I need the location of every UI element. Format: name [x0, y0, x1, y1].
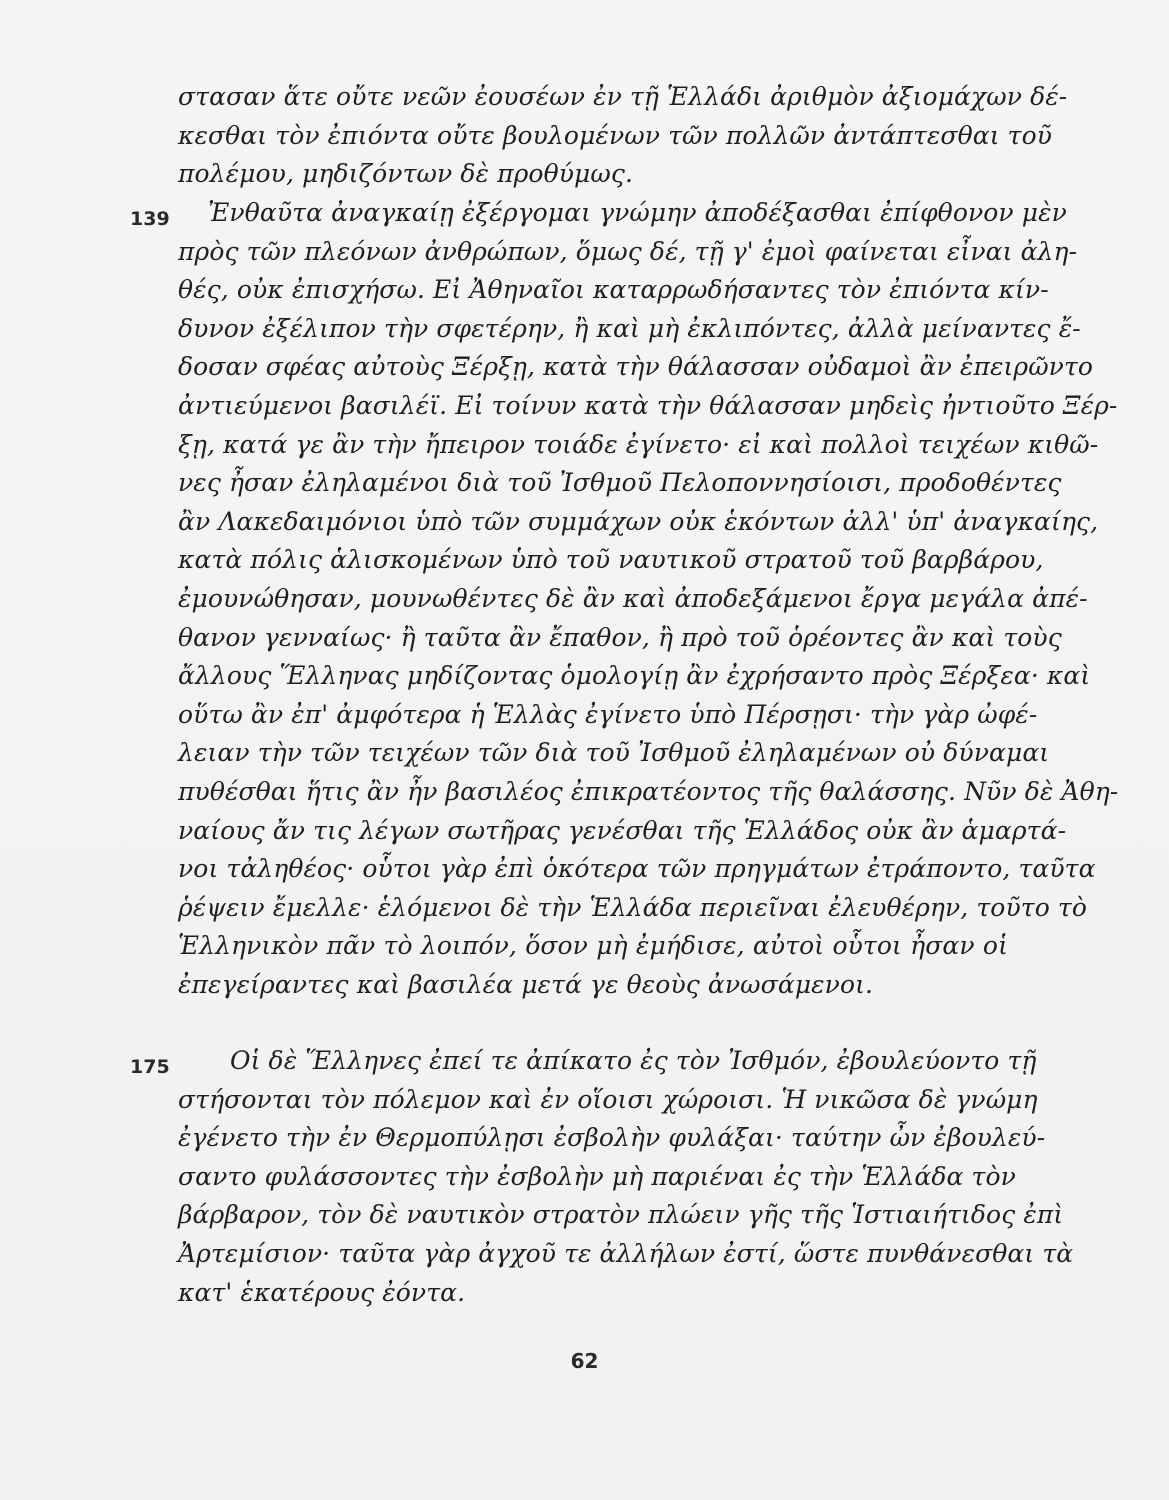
text-line: δοσαν σφέας αὐτοὺς Ξέρξῃ, κατὰ τὴν θάλασσαν οὐδαμοὶ ἂν ἐπειρῶντο	[178, 352, 1094, 382]
text-line: λειαν τὴν τῶν τειχέων τῶν διὰ τοῦ Ἰσθμοῦ ἐληλαμένων οὐ δύναμαι	[178, 738, 1050, 768]
text-line: κατὰ πόλις ἁλισκομένων ὑπὸ τοῦ ναυτικοῦ στρατοῦ τοῦ βαρβάρου,	[178, 545, 1044, 575]
text-line: νες ἦσαν ἐληλαμένοι διὰ τοῦ Ἰσθμοῦ Πελοποννησίοισι, προδοθέντες	[178, 468, 1062, 498]
text-line: κεσθαι τὸν ἐπιόντα οὔτε βουλομένων τῶν πολλῶν ἀντάπτεσθαι τοῦ	[178, 120, 1053, 150]
text-line: Ἐνθαῦτα ἀναγκαίῃ ἐξέργομαι γνώμην ἀποδέξασθαι ἐπίφθονον μὲν	[208, 198, 1067, 227]
text-line: στασαν ἅτε οὔτε νεῶν ἐουσέων ἐν τῇ Ἑλλάδι ἀριθμὸν ἀξιομάχων δέ-	[178, 82, 1068, 111]
text-line: ἐγένετο τὴν ἐν Θερμοπύλῃσι ἐσβολὴν φυλάξαι· ταύτην ὦν ἐβουλεύ-	[178, 1123, 1046, 1153]
text-line: θές, οὐκ ἐπισχήσω. Εἰ Ἀθηναῖοι καταρρωδήσαντες τὸν ἐπιόντα κίν-	[178, 275, 1049, 305]
text-line: σαντο φυλάσσοντες τὴν ἐσβολὴν μὴ παριέναι ἐς τὴν Ἑλλάδα τὸν	[178, 1161, 1016, 1191]
paragraph-175	[178, 1042, 1074, 1312]
text-line: Ἑλληνικὸν πᾶν τὸ λοιπόν, ὅσον μὴ ἐμήδισε, αὐτοὶ οὗτοι ἦσαν οἱ	[178, 931, 1008, 961]
text-line: θανον γενναίως· ἢ ταῦτα ἂν ἔπαθον, ἢ πρὸ τοῦ ὁρέοντες ἂν καὶ τοὺς	[178, 622, 1062, 652]
text-line: ἐμουνώθησαν, μουνωθέντες δὲ ἂν καὶ ἀποδεξάμενοι ἔργα μεγάλα ἀπέ-	[178, 583, 1088, 613]
text-line: ξῃ, κατά γε ἂν τὴν ἤπειρον τοιάδε ἐγίνετο· εἰ καὶ πολλοὶ τειχέων κιθῶ-	[178, 429, 1099, 459]
text-line: βάρβαρον, τὸν δὲ ναυτικὸν στρατὸν πλώειν γῆς τῆς Ἱστιαιήτιδος ἐπὶ	[178, 1200, 1064, 1230]
section-number-139: 139	[130, 208, 170, 230]
text-line: ἀντιεύμενοι βασιλέϊ. Εἰ τοίνυν κατὰ τὴν θάλασσαν μηδεὶς ἠντιοῦτο Ξέρ-	[178, 390, 1118, 420]
text-line: ναίους ἄν τις λέγων σωτῆρας γενέσθαι τῆς Ἑλλάδος οὐκ ἂν ἁμαρτά-	[178, 815, 1067, 845]
text-line: πυθέσθαι ἥτις ἂν ἦν βασιλέος ἐπικρατέοντος τῆς θαλάσσης. Νῦν δὲ Ἀθη-	[178, 776, 1119, 806]
text-line: πρὸς τῶν πλεόνων ἀνθρώπων, ὅμως δέ, τῇ γ' ἐμοὶ φαίνεται εἶναι ἀλη-	[178, 236, 1078, 266]
text-line: στήσονται τὸν πόλεμον καὶ ἐν οἵοισι χώροισι. Ἡ νικῶσα δὲ γνώμη	[178, 1084, 1038, 1114]
section-number-175: 175	[130, 1056, 170, 1078]
text-line: ἐπεγείραντες καὶ βασιλέα μετά γε θεοὺς ἀνωσάμενοι.	[178, 969, 874, 999]
text-line: ῥέψειν ἔμελλε· ἑλόμενοι δὲ τὴν Ἑλλάδα περιεῖναι ἐλευθέρην, τοῦτο τὸ	[178, 892, 1087, 922]
text-line: Ἀρτεμίσιον· ταῦτα γὰρ ἀγχοῦ τε ἀλλήλων ἐστί, ὥστε πυνθάνεσθαι τὰ	[178, 1238, 1074, 1268]
text-line: οὕτω ἂν ἐπ' ἀμφότερα ἡ Ἑλλὰς ἐγίνετο ὑπὸ Πέρσῃσι· τὴν γὰρ ὠφέ-	[178, 699, 1038, 729]
text-line: Οἱ δὲ Ἕλληνες ἐπεί τε ἀπίκατο ἐς τὸν Ἰσθμόν, ἐβουλεύοντο τῇ	[230, 1046, 1037, 1075]
text-line: πολέμου, μηδιζόντων δὲ προθύμως.	[178, 159, 633, 189]
text-line: δυνον ἐξέλιπον τὴν σφετέρην, ἢ καὶ μὴ ἐκλιπόντες, ἀλλὰ μείναντες ἔ-	[178, 313, 1081, 343]
text-line: ἂν Λακεδαιμόνιοι ὑπὸ τῶν συμμάχων οὐκ ἑκόντων ἀλλ' ὑπ' ἀναγκαίης,	[178, 506, 1099, 536]
paragraph-continuation	[178, 78, 1068, 194]
page-number: 62	[570, 1349, 599, 1373]
text-line: κατ' ἑκατέρους ἐόντα.	[178, 1277, 466, 1307]
text-line: νοι τἀληθέος· οὗτοι γὰρ ἐπὶ ὁκότερα τῶν πρηγμάτων ἐτράποντο, ταῦτα	[178, 854, 1096, 884]
text-line: ἄλλους Ἕλληνας μηδίζοντας ὁμολογίῃ ἂν ἐχρήσαντο πρὸς Ξέρξεα· καὶ	[178, 661, 1091, 691]
paragraph-139	[178, 194, 1119, 1004]
